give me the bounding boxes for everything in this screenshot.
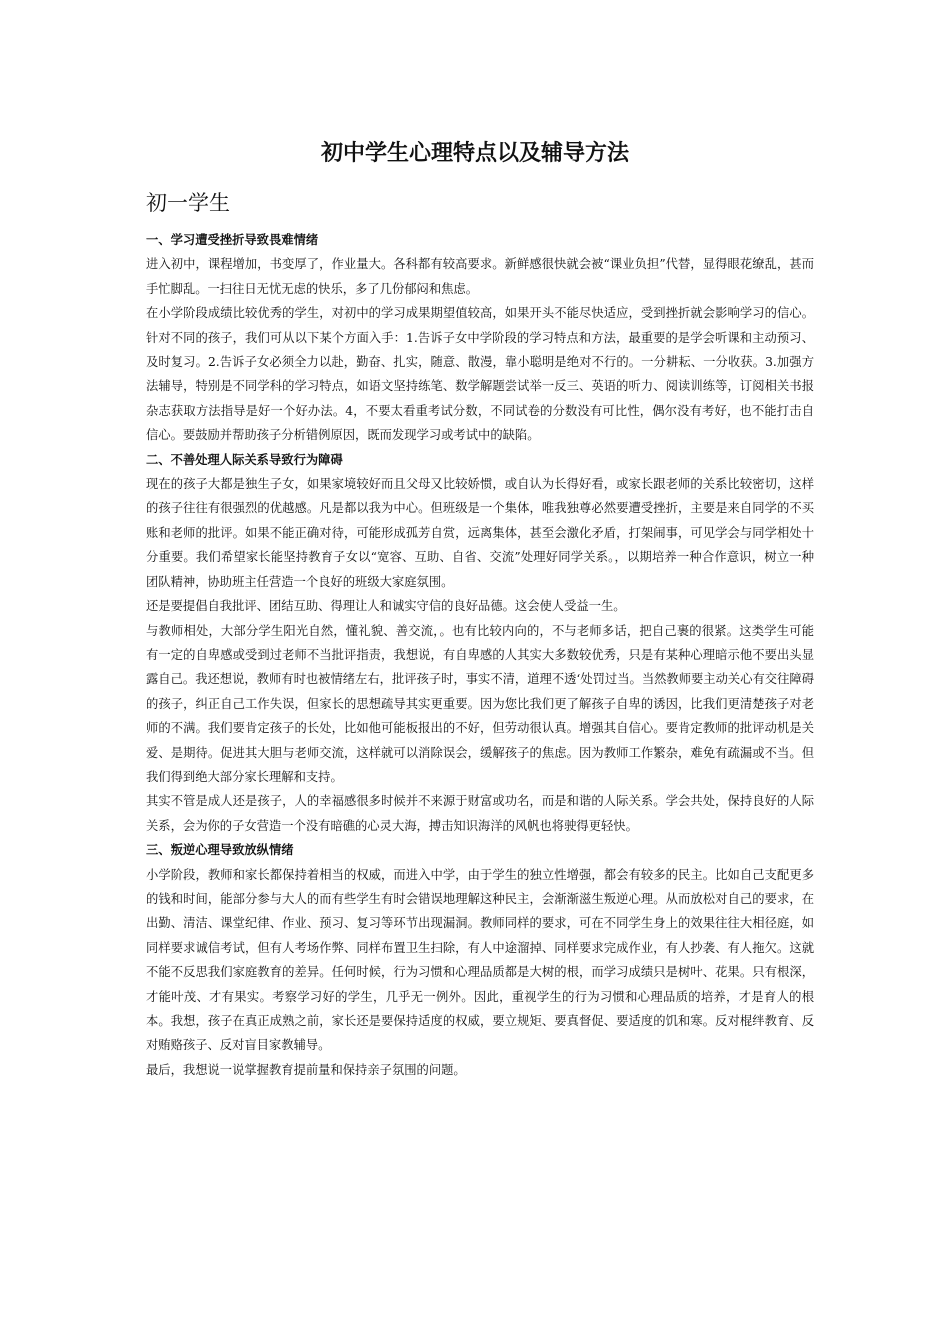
document-body: [146, 228, 814, 1082]
paragraph: 与教师相处，大部分学生阳光自然，懂礼貌、善交流，。也有比较内向的，不与老师多话，把自己裹的很紧。这类学生可能有一定的自卑感或受到过老师不当批评指责，我想说，有自卑感的人其实大多数较优秀，只是有某种心理暗示他不要出头显露自己。我还想说，教师有时也被情绪左右，批评孩子时，事实不清，道理不透‘处罚过当。当然教师要主动关心有交往障碍的孩子，纠正自己工作失误，但家长的思想疏导其实更重要。因为您比我们更了解孩子自卑的诱因，比我们更清楚孩子对老师的不满。我们要肯定孩子的长处，比如他可能板报出的不好，但劳动很认真。增强其自信心。要肯定教师的批评动机是关爱、是期待。促进其大胆与老师交流，这样就可以消除误会，缓解孩子的焦虑。因为教师工作繁杂，难免有疏漏或不当。但我们得到绝大部分家长理解和支持。: [146, 623, 814, 784]
paragraph: 在小学阶段成绩比较优秀的学生，对初中的学习成果期望值较高，如果开头不能尽快适应，受到挫折就会影响学习的信心。针对不同的孩子，我们可从以下某个方面入手：1.告诉子女中学阶段的学习特点和方法，最重要的是学会听课和主动预习、及时复习。2.告诉子女必须全力以赴，勤奋、扎实，随意、散漫，靠小聪明是绝对不行的。一分耕耘、一分收获。3.加强方法辅导，特别是不同学科的学习特点，如语文坚持练笔、数学解题尝试举一反三、英语的听力、阅读训练等，订阅相关书报杂志获取方法指导是好一个好办法。4，不要太看重考试分数，不同试卷的分数没有可比性，偶尔没有考好，也不能打击自信心。要鼓励并帮助孩子分析错例原因，既而发现学习或考试中的缺陷。: [146, 306, 814, 443]
paragraph: 其实不管是成人还是孩子，人的幸福感很多时候并不来源于财富或功名，而是和谐的人际关系。学会共处，保持良好的人际关系，会为你的子女营造一个没有暗礁的心灵大海，搏击知识海洋的风帆也将驶得更轻快。: [146, 794, 814, 833]
section-heading: 一、学习遭受挫折导致畏难情绪: [146, 233, 319, 247]
document-title: 初中学生心理特点以及辅导方法: [320, 141, 629, 166]
paragraph: 现在的孩子大都是独生子女，如果家境较好而且父母又比较娇惯，或自认为长得好看，或家长跟老师的关系比较密切，这样的孩子往往有很强烈的优越感。凡是都以我为中心。但班级是一个集体，唯我独尊必然要遭受挫折，主要是来自同学的不买账和老师的批评。如果不能正确对待，可能形成孤芳自赏，远离集体，甚至会激化矛盾，打架闹事，可见学会与同学相处十分重要。我们希望家长能坚持教育子女以“宽容、互助、自省、交流”处理好同学关系。，以期培养一种合作意识，树立一种团队精神，协助班主任营造一个良好的班级大家庭氛围。: [146, 477, 814, 589]
paragraph: 最后，我想说一说掌握教育提前量和保持亲子氛围的问题。: [146, 1062, 466, 1077]
section-heading-grade-one: 初一学生: [146, 191, 230, 215]
paragraph: 还是要提倡自我批评、团结互助、得理让人和诚实守信的良好品德。这会使人受益一生。: [146, 599, 626, 614]
section-heading: 二、不善处理人际关系导致行为障碍: [146, 452, 343, 467]
section-heading: 三、叛逆心理导致放纵情绪: [146, 843, 294, 858]
paragraph: 进入初中，课程增加，书变厚了，作业量大。各科都有较高要求。新鲜感很快就会被“课业负担”代替，显得眼花缭乱，甚而手忙脚乱。一扫往日无忧无虑的快乐，多了几份郁闷和焦虑。: [146, 257, 814, 296]
paragraph: 小学阶段，教师和家长都保持着相当的权威，而进入中学，由于学生的独立性增强，都会有较多的民主。比如自己支配更多的钱和时间，能部分参与大人的而有些学生有时会错误地理解这种民主，会渐渐滋生叛逆心理。从而放松对自己的要求，在出勤、清洁、课堂纪律、作业、预习、复习等环节出现漏洞。教师同样的要求，可在不同学生身上的效果往往大相径庭，如同样要求诚信考试，但有人考场作弊、同样布置卫生扫除，有人中途溜掉、同样要求完成作业，有人抄袭、有人拖欠。这就不能不反思我们家庭教育的差异。任何时候，行为习惯和心理品质都是大树的根，而学习成绩只是树叶、花果。只有根深，才能叶茂、才有果实。考察学习好的学生，几乎无一例外。因此，重视学生的行为习惯和心理品质的培养，才是育人的根本。我想，孩子在真正成熟之前，家长还是要保持适度的权威，要立规矩、要真督促、要适度的饥和寒。反对棍绊教育、反对贿赂孩子、反对盲目家教辅导。: [146, 867, 814, 1053]
